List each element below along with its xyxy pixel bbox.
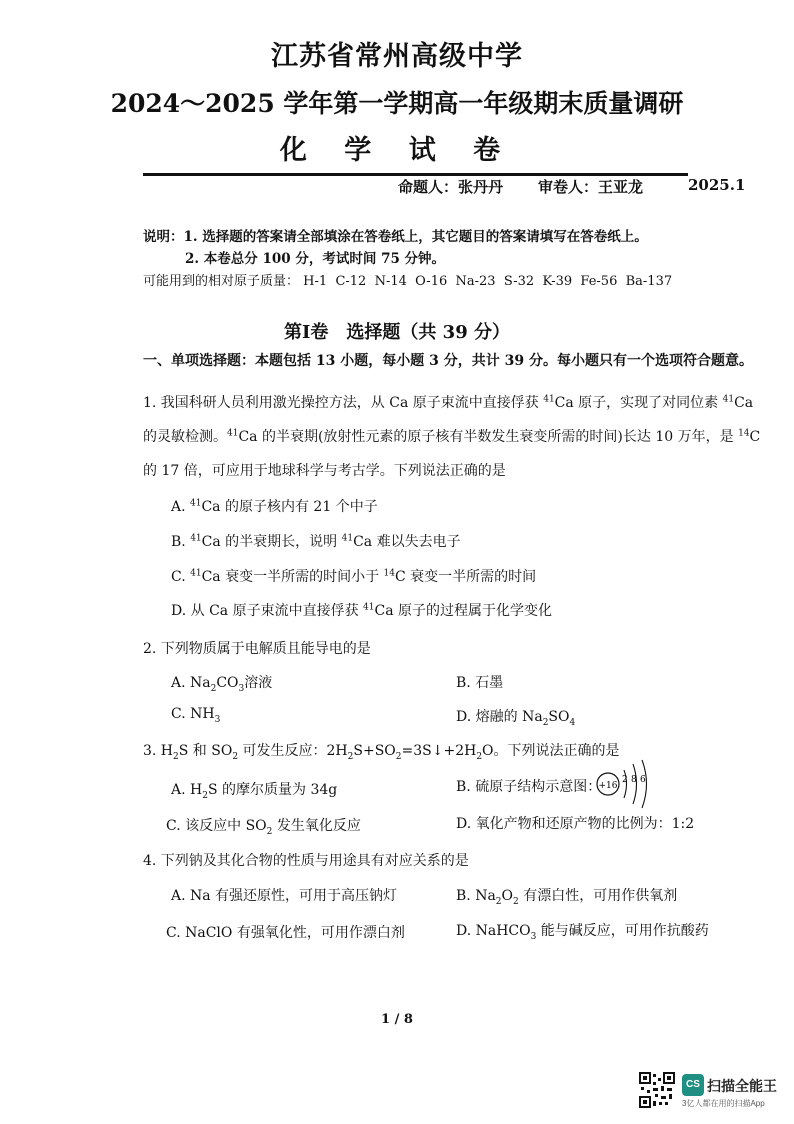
q2-option-c [171, 706, 220, 725]
q1-option-c [171, 566, 536, 586]
q1-stem-line-2 [143, 426, 760, 446]
exam-date: 2025.1 [688, 176, 746, 194]
subscript: 3 [238, 683, 245, 694]
q3-option-c [166, 815, 361, 837]
atomic-masses [143, 270, 672, 289]
q2-stem: 2. 下列物质属于电解质且能导电的是 [143, 641, 371, 657]
q3-text: S 和 SO [178, 743, 233, 759]
q3-stem [143, 740, 620, 762]
subscript: 2 [513, 896, 519, 907]
option-text: B. [171, 534, 191, 550]
atomic-mass: C-12 [335, 274, 367, 289]
mass-number: 41 [190, 568, 202, 579]
subscript: 2 [173, 751, 179, 762]
q1-text: 1. 我国科研人员利用激光操控方法，从 Ca 原子束流中直接俘获 [143, 395, 544, 411]
option-text: Ca 的原子核内有 21 个中子 [201, 499, 378, 515]
option-text: Ca 衰变一半所需的时间小于 [201, 569, 384, 585]
subscript: 2 [395, 751, 402, 762]
scanner-app-name: 扫描全能王 [707, 1078, 777, 1094]
option-text: Ca 的半衰期长，说明 [201, 534, 342, 550]
mass-number: 14 [383, 568, 395, 579]
q1-stem-line-1 [143, 392, 753, 412]
q3-text: 3. H [143, 743, 174, 759]
sulfur-atom-diagram [592, 758, 656, 814]
option-text: C. NH [171, 706, 215, 722]
q2-option-a [171, 672, 272, 694]
subscript: 2 [202, 790, 208, 801]
subscript: 2 [232, 751, 239, 762]
q4-option-a: A. Na 有强还原性，可用于高压钠灯 [171, 888, 398, 904]
q1-option-d [171, 600, 552, 620]
instruction-text-1: 1. 选择题的答案请全部填涂在答卷纸上，其它题目的答案请填写在答卷纸上。 [183, 229, 648, 245]
section-title: 第Ⅰ卷 选择题（共 39 分） [283, 322, 510, 343]
q1-text: Ca 的半衰期(放射性元素的原子核有半数发生衰变所需的时间)长达 10 万年，是 [238, 429, 739, 445]
option-text: Ca 原子的过程属于化学变化 [374, 603, 553, 619]
mass-number: 41 [722, 394, 735, 405]
exam-term-title: 2024～2025 学年第一学期高一年级期末质量调研 [110, 89, 684, 118]
q1-stem-line-3: 的 17 倍，可应用于地球科学与考古学。下列说法正确的是 [143, 463, 506, 479]
q4-option-d [456, 920, 709, 942]
q3-text: 可发生反应：2H [238, 743, 348, 759]
atomic-mass: H-1 [303, 274, 328, 289]
setter: 命题人：张丹丹 [398, 178, 504, 196]
option-text: 溶液 [244, 675, 273, 691]
option-text: 能与碱反应，可用作抗酸药 [536, 923, 709, 939]
option-text: O [501, 888, 514, 904]
atomic-masses-label: 可能用到的相对原子质量： [143, 274, 300, 289]
option-text: A. Na [171, 675, 211, 691]
school-title: 江苏省常州高级中学 [271, 41, 523, 72]
option-text: C. [171, 569, 191, 585]
page-number: 1 / 8 [381, 1012, 413, 1027]
q4-option-c: C. NaClO 有强氧化性，可用作漂白剂 [166, 925, 405, 941]
option-text: 发生氧化反应 [272, 818, 361, 834]
subscript: 2 [476, 751, 483, 762]
q3-option-d: D. 氧化产物和还原产物的比例为：1:2 [456, 816, 695, 832]
mass-number: 41 [363, 602, 375, 613]
instruction-line-1 [143, 225, 648, 245]
q1-text: Ca 原子，实现了对同位素 [554, 395, 723, 411]
q4-stem: 4. 下列钠及其化合物的性质与用途具有对应关系的是 [143, 853, 469, 869]
mass-number: 41 [227, 428, 239, 439]
option-text: D. NaHCO [456, 923, 531, 939]
subscript: 2 [495, 896, 502, 907]
mass-number: 41 [341, 533, 354, 544]
q3-option-b: B. 硫原子结构示意图： [456, 779, 602, 795]
q2-option-d [456, 706, 575, 728]
subscript: 2 [266, 826, 273, 837]
section-instruction: 一、单项选择题：本题包括 13 小题，每小题 3 分，共计 39 分。每小题只有一个选项符合题意。 [143, 353, 753, 369]
q1-text: C [749, 429, 761, 445]
atomic-mass: Na-23 [455, 274, 496, 289]
mass-number: 41 [543, 394, 555, 405]
option-text: D. 熔融的 Na [456, 709, 543, 725]
atomic-mass: O-16 [415, 274, 448, 289]
reviewer: 审卷人：王亚龙 [538, 178, 644, 196]
subscript: 3 [214, 714, 221, 725]
atomic-mass: S-32 [503, 274, 535, 289]
mass-number: 41 [190, 498, 202, 509]
atomic-mass: N-14 [374, 274, 407, 289]
mass-number: 41 [190, 533, 202, 544]
option-text: A. H [171, 782, 203, 798]
q3-option-a [171, 779, 337, 801]
scanner-app-logo: CS [682, 1074, 704, 1096]
q4-option-b [456, 885, 677, 907]
option-text: 有漂白性，可用作供氧剂 [518, 888, 678, 904]
q1-text: 的灵敏检测。 [143, 429, 227, 445]
option-text: B. Na [456, 888, 496, 904]
mass-number: 14 [738, 428, 750, 439]
option-text: SO [548, 709, 570, 725]
atomic-mass: K-39 [542, 274, 573, 289]
subscript: 2 [347, 751, 354, 762]
subscript: 2 [210, 683, 217, 694]
q3-text: =3S↓+2H [401, 743, 477, 759]
option-text: D. 从 Ca 原子束流中直接俘获 [171, 603, 364, 619]
option-text: CO [216, 675, 239, 691]
subscript: 2 [542, 717, 549, 728]
q1-option-a [171, 496, 378, 516]
qr-code-icon [639, 1072, 675, 1108]
option-text: Ca 难以失去电子 [353, 534, 461, 550]
q1-text: Ca [734, 395, 754, 411]
q1-option-b [171, 531, 461, 551]
subscript: 4 [569, 717, 576, 728]
shell-electrons-3: 6 [640, 775, 646, 785]
q2-option-b: B. 石墨 [456, 675, 504, 691]
option-text: C. 该反应中 SO [166, 818, 267, 834]
scanner-app-tagline: 3亿人都在用的扫描App [682, 1099, 765, 1108]
subscript: 3 [530, 931, 537, 942]
atomic-mass: Fe-56 [580, 274, 618, 289]
q3-text: O。下列说法正确的是 [482, 743, 620, 759]
option-text: S 的摩尔质量为 34g [207, 782, 338, 798]
shell-electrons-1: 2 [622, 775, 628, 785]
instruction-label: 说明： [143, 229, 184, 245]
atomic-mass: Ba-137 [625, 274, 673, 289]
subject-title: 化 学 试 卷 [279, 135, 515, 166]
option-text: A. [171, 499, 191, 515]
option-text: C 衰变一半所需的时间 [395, 569, 537, 585]
instruction-line-2: 2. 本卷总分 100 分，考试时间 75 分钟。 [185, 251, 446, 267]
shell-electrons-2: 8 [631, 775, 637, 785]
nucleus-charge: +16 [598, 781, 618, 791]
q3-text: S+SO [353, 743, 396, 759]
